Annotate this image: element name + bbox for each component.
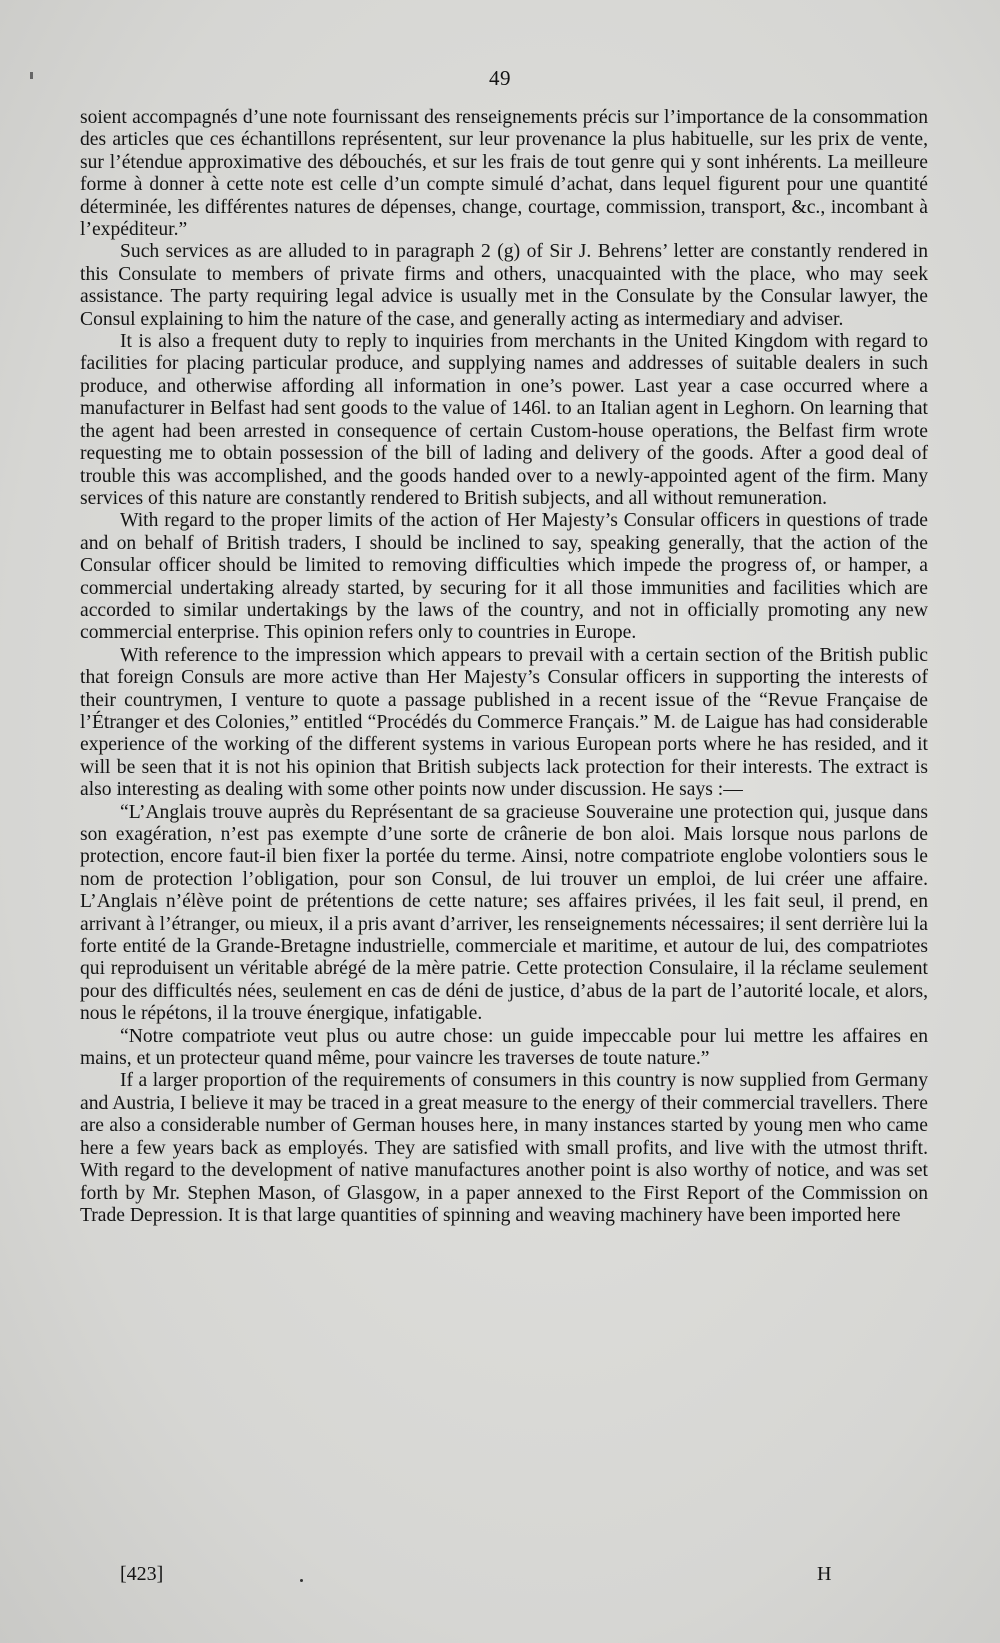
page-footer bbox=[0, 1563, 1000, 1589]
paragraph-inquiries: It is also a frequent duty to reply to inquiries from merchants in the United Kingdom with regard to facilities for placing particular produce, and supplying names and addresses of suitable dealers in such produce, and otherwise affording all information in one’s power. Last year a case occurred where a manufacturer in Belfast had sent goods to the value of 146l. to an Italian agent in Leghorn. On learning that the agent had been arrested in consequence of certain Custom-house operations, the Belfast firm wrote requesting me to obtain possession of the bill of lading and delivery of the goods. After a good deal of trouble this was accomplished, and the goods handed over to a newly-appointed agent of the firm. Many services of this nature are constantly rendered to British subjects, and all without remuneration. bbox=[80, 331, 928, 509]
quotation-compatriote: “Notre compatriote veut plus ou autre chose: un guide impeccable pour lui mettre les affaires en mains, et un protecteur quand même, pour vaincre les traverses de toute nature.” bbox=[80, 1025, 928, 1070]
ink-speck bbox=[300, 1579, 303, 1582]
paragraph-foreign-consuls: With reference to the impression which appears to prevail with a certain section of the British public that foreign Consuls are more active than Her Majesty’s Consular officers in supporting the interests of their countrymen, I venture to quote a passage published in a recent issue of the “Revue Française de l’Étranger et des Colonies,” entitled “Procédés du Commerce Français.” M. de Laigue has had considerable experience of the working of the different systems in various European ports where he has resided, and it will be seen that it is not his opinion that British subjects lack protection for their interests. The extract is also interesting as dealing with some other points now under discussion. He says :— bbox=[80, 644, 928, 801]
page-number: 49 bbox=[489, 66, 511, 90]
quotation-anglais: “L’Anglais trouve auprès du Représentant de sa gracieuse Souveraine une protection qui, jusque dans son exagération, n’est pas exempte d’une sorte de crânerie de bon aloi. Mais lorsque nous parlons de protection, encore faut-il bien fixer la portée du terme. Ainsi, notre compatriote englobe volontiers sous le nom de protection l’obligation, pour son Consul, de lui trouver un emploi, de lui créer une affaire. L’Anglais n’élève point de prétentions de cette nature; ses affaires privées, il les fait seul, il prend, en arrivant à l’étranger, ou mieux, il a pris avant d’arriver, les renseignements nécessaires; il sent derrière lui la forte entité de la Grande-Bretagne industrielle, commerciale et maritime, et autour de lui, des compatriotes qui reproduisent un véritable abrégé de la mère patrie. Cette protection Consulaire, il la réclame seulement pour des difficultés nées, seulement en cas de déni de justice, d’abus de la part de l’autorité locale, et alors, nous le répétons, il la trouve énergique, infatigable. bbox=[80, 801, 928, 1025]
paragraph-consular-limits: With regard to the proper limits of the action of Her Majesty’s Consular officers in questions of trade and on behalf of British traders, I should be inclined to say, speaking generally, that the action of the Consular officer should be limited to removing difficulties which impede the progress of, or hamper, a commercial undertaking already started, by securing for it all those immunities and facilities which are accorded to similar undertakings by the laws of the country, and not in officially promoting any new commercial enterprise. This opinion refers only to countries in Europe. bbox=[80, 510, 928, 644]
paragraph-germany-austria: If a larger proportion of the requirements of consumers in this country is now supplied from Germany and Austria, I believe it may be traced in a great measure to the energy of their commercial travellers. There are also a considerable number of German houses here, in many instances started by young men who came here a few years back as employés. They are satisfied with small profits, and live with the utmost thrift. With regard to the development of native manufactures another point is also worthy of notice, and was set forth by Mr. Stephen Mason, of Glasgow, in a paper annexed to the First Report of the Commission on Trade Depression. It is that large quantities of spinning and weaving machinery have been imported here bbox=[80, 1070, 928, 1226]
paragraph-behrens-services: Such services as are alluded to in paragraph 2 (g) of Sir J. Behrens’ letter are constantly rendered in this Consulate to members of private firms and others, unacquainted with the place, who may seek assistance. The party requiring legal advice is usually met in the Consulate by the Consular lawyer, the Consul explaining to him the nature of the case, and generally acting as intermediary and adviser. bbox=[80, 241, 928, 330]
document-body bbox=[80, 107, 928, 1227]
sheet-signature-letter: H bbox=[817, 1563, 832, 1585]
paragraph-continuation: soient accompagnés d’une note fournissant des renseignements précis sur l’importance de la consommation des articles que ces échantillons représentent, sur leur provenance la plus habituelle, sur les prix de vente, sur l’étendue approximative des débouchés, et sur les frais de tout genre qui y sont inhérents. La meilleure forme à donner à cette note est celle d’un compte simulé d’achat, dans lequel figurent pour une quantité déterminée, les différentes natures de dépenses, change, courtage, commission, transport, &c., incombant à l’expéditeur.” bbox=[80, 107, 928, 241]
printer-signature: [423] bbox=[120, 1563, 164, 1585]
